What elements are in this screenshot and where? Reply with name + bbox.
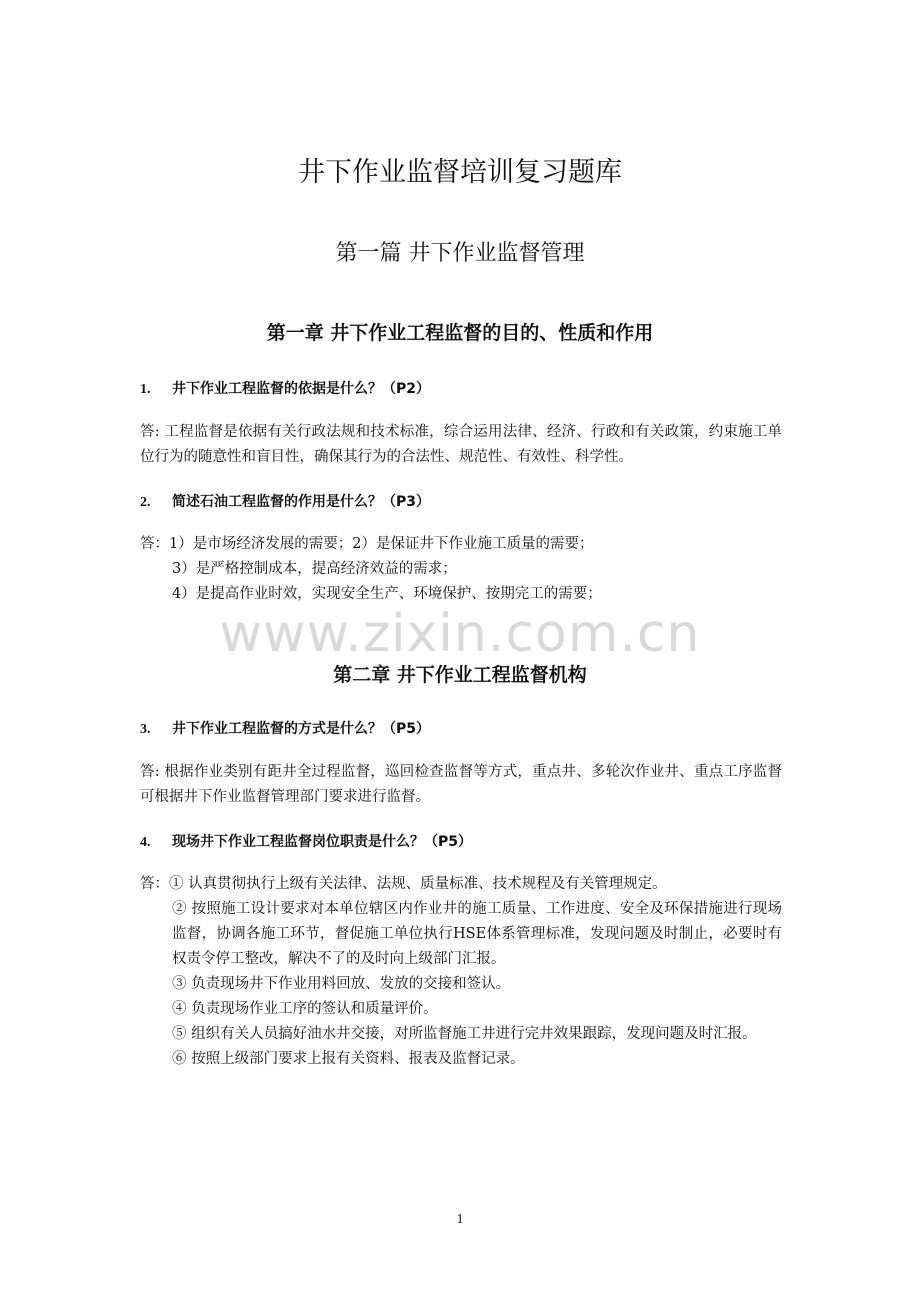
answer-paragraph: 答：① 认真贯彻执行上级有关法律、法规、质量标准、技术规程及有关管理规定。 [140, 876, 667, 892]
chapter-title: 第一章 井下作业工程监督的目的、性质和作用 [266, 322, 654, 344]
answer-paragraph: 答: 工程监督是依据有关行政法规和技术标准，综合运用法律、经济、行政和有关政策，约束施工单位行为的随意性和盲目性，确保其行为的合法性、规范性、有效性、科学性。 [140, 424, 782, 465]
question-text: 现场井下作业工程监督岗位职责是什么？（P5） [172, 834, 473, 850]
answer-paragraph: ④ 负责现场作业工序的签认和质量评价。 [172, 1001, 438, 1017]
question-number: 2. [140, 495, 151, 510]
question-heading [140, 491, 430, 511]
answer-paragraph: ⑤ 组织有关人员搞好油水井交接，对所监督施工井进行完井效果跟踪，发现问题及时汇报。 [172, 1026, 757, 1042]
answer-paragraph: 答: 根据作业类别有距井全过程监督，巡回检查监督等方式，重点井、多轮次作业井、重点工序监督可根据井下作业监督管理部门要求进行监督。 [140, 764, 782, 805]
question-text: 井下作业工程监督的方式是什么？（P5） [172, 721, 431, 737]
question-text: 井下作业工程监督的依据是什么？（P2） [172, 381, 431, 397]
document-title: 井下作业监督培训复习题库 [298, 157, 622, 188]
question-heading [140, 718, 430, 738]
answer-paragraph: 3）是严格控制成本，提高经济效益的需求； [172, 561, 457, 577]
answer-block [140, 872, 782, 1072]
answer-paragraph: 答：1）是市场经济发展的需要；2）是保证井下作业施工质量的需要； [140, 536, 594, 552]
question-number: 3. [140, 722, 151, 737]
question-number: 1. [140, 382, 151, 397]
answer-paragraph: ⑥ 按照上级部门要求上报有关资料、报表及监督记录。 [172, 1051, 525, 1067]
answer-paragraph: 4）是提高作业时效，实现安全生产、环境保护、按期完工的需要； [172, 586, 602, 602]
question-number: 4. [140, 835, 151, 850]
answer-block [140, 532, 782, 607]
page-number: 1 [456, 1212, 464, 1227]
answer-paragraph: ③ 负责现场井下作业用料回放、发放的交接和签认。 [172, 976, 511, 992]
part-title: 第一篇 井下作业监督管理 [335, 241, 585, 266]
question-text: 简述石油工程监督的作用是什么？（P3） [172, 494, 431, 510]
watermark: www.zixin.com.cn [219, 604, 701, 664]
answer-paragraph: ② 按照施工设计要求对本单位辖区内作业井的施工质量、工作进度、安全及环保措施进行现场监督，协调各施工环节，督促施工单位执行HSE体系管理标准，发现问题及时制止，必要时有权责令停工整改，解决不了的及时向上级部门汇报。 [172, 901, 782, 967]
answer-block [140, 420, 782, 470]
chapter-title: 第二章 井下作业工程监督机构 [333, 664, 587, 686]
question-heading [140, 831, 472, 851]
answer-block [140, 760, 782, 810]
question-heading [140, 378, 430, 398]
